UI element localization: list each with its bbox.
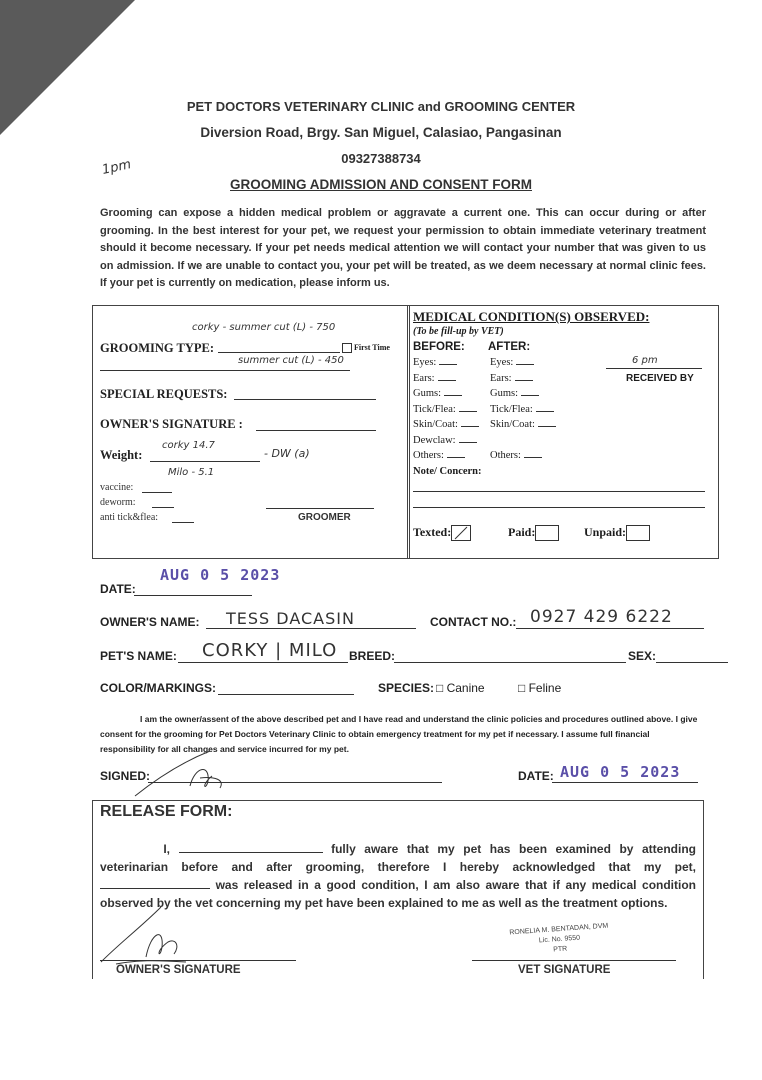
item-blank-line[interactable] — [516, 364, 534, 365]
vet-name: RONELIA M. BENTADAN, DVM — [509, 922, 609, 937]
paid-label: Paid: — [508, 525, 536, 539]
unpaid-checkbox[interactable] — [626, 525, 650, 541]
first-time-checkbox[interactable] — [342, 343, 390, 353]
item-blank-line[interactable] — [459, 411, 477, 412]
owner-signature-line[interactable] — [256, 430, 376, 431]
texted-label: Texted: — [413, 525, 452, 539]
date-stamp: AUG 0 5 2023 — [160, 566, 281, 584]
unpaid-label: Unpaid: — [584, 525, 627, 539]
release-owner-signature-line[interactable] — [100, 960, 296, 961]
first-time-label: First Time — [354, 343, 390, 352]
vet-signature-line[interactable] — [472, 960, 676, 961]
grooming-type-value-2[interactable]: summer cut (L) - 450 — [238, 355, 344, 366]
after-item[interactable] — [490, 404, 554, 415]
item-blank-line[interactable] — [524, 457, 542, 458]
pet-name-value[interactable]: CORKY | MILO — [202, 640, 338, 661]
item-blank-line[interactable] — [521, 395, 539, 396]
paid-checkbox[interactable] — [535, 525, 559, 541]
date-line[interactable] — [134, 595, 252, 596]
vaccine-line[interactable] — [142, 492, 172, 493]
paid-field[interactable] — [508, 525, 559, 541]
before-item[interactable] — [413, 357, 457, 368]
contact-line[interactable] — [516, 628, 704, 629]
before-item-label: Tick/Flea: — [413, 403, 456, 415]
after-item[interactable] — [490, 373, 533, 384]
item-blank-line[interactable] — [515, 380, 533, 381]
deworm-line[interactable] — [152, 507, 174, 508]
item-blank-line[interactable] — [536, 411, 554, 412]
before-item[interactable] — [413, 388, 462, 399]
before-item[interactable] — [413, 435, 477, 446]
release-title: RELEASE FORM: — [100, 803, 233, 820]
breed-label: BREED: — [349, 649, 396, 663]
grooming-type-line — [218, 352, 340, 353]
before-item[interactable] — [413, 373, 456, 384]
feline-option[interactable]: □ Feline — [518, 681, 562, 695]
item-blank-line[interactable] — [459, 442, 477, 443]
before-item-label: Eyes: — [413, 357, 437, 368]
before-item-label: Dewclaw: — [413, 434, 456, 446]
canine-option[interactable]: □ Canine — [436, 681, 485, 695]
after-item-label: Gums: — [490, 388, 519, 399]
before-item[interactable] — [413, 450, 465, 461]
signed-label: SIGNED: — [100, 769, 151, 783]
grooming-type-value[interactable]: corky - summer cut (L) - 750 — [192, 322, 336, 333]
after-item-label: Eyes: — [490, 357, 514, 368]
note-line-2[interactable] — [413, 507, 705, 508]
item-blank-line[interactable] — [447, 457, 465, 458]
weight-value-milo: Milo - 5.1 — [168, 467, 215, 478]
release-i: I, — [163, 842, 170, 856]
signed-date-label: DATE: — [518, 769, 554, 783]
medical-title: MEDICAL CONDITION(S) OBSERVED: — [413, 309, 650, 324]
signed-date-stamp: AUG 0 5 2023 — [560, 763, 681, 781]
vet-ptr: PTR — [552, 945, 568, 954]
pet-name-line[interactable] — [178, 662, 348, 663]
owner-name-label: OWNER'S NAME: — [100, 615, 200, 629]
received-by-label: RECEIVED BY — [626, 373, 694, 384]
color-line[interactable] — [218, 694, 354, 695]
after-item-label: Skin/Coat: — [490, 419, 535, 430]
after-item[interactable] — [490, 419, 556, 430]
before-item[interactable] — [413, 404, 477, 415]
intro-paragraph: Grooming can expose a hidden medical problem or aggravate a current one. This can occur during or after grooming. In the best interest for your pet, we request your permission to obtain immediate veterinary treatment should it become necessary. If your pet needs medical attention we will contact your number that was given to us on admission. If we are unable to contact you, your pet will be treated, as we deem necessary at normal clinic fees. If your pet is currently on medication, please inform us. — [100, 207, 706, 289]
item-blank-line[interactable] — [444, 395, 462, 396]
received-by-value: 6 pm — [632, 355, 658, 366]
color-label: COLOR/MARKINGS: — [100, 681, 216, 695]
groomer-line[interactable] — [266, 508, 374, 509]
pet-name-label: PET'S NAME: — [100, 649, 177, 663]
special-requests-label: SPECIAL REQUESTS: — [100, 387, 228, 401]
release-text-3: was released in a good condition, I am also aware that if any medical condition observed by the vet concerning my pet have been explained to me as well as the treatment options. — [100, 878, 697, 910]
item-blank-line[interactable] — [439, 364, 457, 365]
received-by-line[interactable] — [606, 368, 702, 369]
sex-label: SEX: — [628, 649, 657, 663]
weight-line[interactable] — [150, 461, 260, 462]
after-item[interactable] — [490, 357, 534, 368]
sex-line[interactable] — [656, 662, 728, 663]
release-owner-name-line[interactable] — [179, 840, 323, 853]
texted-field[interactable] — [413, 525, 471, 541]
groomer-label: GROOMER — [298, 512, 351, 523]
grooming-type-line-2 — [100, 370, 350, 371]
contact-value[interactable]: 0927 429 6222 — [530, 607, 673, 627]
vet-lic: Lic. No. 9550 — [538, 934, 581, 945]
after-item-label: Others: — [490, 450, 521, 461]
release-signature-scribble — [96, 902, 206, 972]
antitick-label: anti tick&flea: — [100, 512, 159, 523]
grooming-type-label: GROOMING TYPE: — [100, 341, 215, 355]
date-label: DATE: — [100, 582, 136, 596]
antitick-line[interactable] — [172, 522, 194, 523]
release-pet-name-line[interactable] — [100, 876, 210, 889]
form-title: GROOMING ADMISSION AND CONSENT FORM — [230, 177, 532, 192]
before-item-label: Gums: — [413, 388, 442, 399]
item-blank-line[interactable] — [538, 426, 556, 427]
weight-note: - DW (a) — [264, 447, 310, 460]
signed-date-line[interactable] — [552, 782, 698, 783]
clinic-address: Diversion Road, Brgy. San Miguel, Calasiao, Pangasinan — [200, 125, 562, 140]
before-item-label: Skin/Coat: — [413, 419, 458, 430]
release-owner-signature-label: OWNER'S SIGNATURE — [116, 964, 241, 976]
after-item[interactable] — [490, 450, 542, 461]
before-label: BEFORE: — [413, 341, 465, 353]
consent-paragraph: I am the owner/assent of the above described pet and I have read and understand the clinic policies and procedures outlined above. I give consent for the grooming for Pet Doctors Veterinary Clinic to obtain emergency treatment for my pet if necessary. I assume full financial responsibility for all changes and service incurred for my pet. — [100, 714, 698, 754]
weight-value-corky: corky 14.7 — [162, 440, 215, 451]
vet-signature-label: VET SIGNATURE — [518, 964, 611, 976]
after-item[interactable] — [490, 388, 539, 399]
weight-label: Weight: — [100, 448, 143, 462]
item-blank-line[interactable] — [461, 426, 479, 427]
after-item-label: Ears: — [490, 372, 512, 384]
contact-label: CONTACT NO.: — [430, 615, 517, 629]
before-item-label: Ears: — [413, 372, 435, 384]
owner-name-value[interactable]: TESS DACASIN — [226, 609, 355, 628]
medical-subtitle: (To be fill-up by VET) — [413, 326, 504, 337]
owner-signature-scribble — [130, 746, 240, 802]
deworm-label: deworm: — [100, 497, 136, 508]
note-line-1[interactable] — [413, 491, 705, 492]
clinic-phone: 09327388734 — [341, 151, 421, 166]
item-blank-line[interactable] — [438, 380, 456, 381]
before-item-label: Others: — [413, 450, 444, 461]
owner-signature-label: OWNER'S SIGNATURE : — [100, 417, 243, 431]
owner-name-line[interactable] — [206, 628, 416, 629]
unpaid-field[interactable] — [584, 525, 650, 541]
note-label: Note/ Concern: — [413, 466, 482, 477]
special-requests-line[interactable] — [234, 399, 376, 400]
after-item-label: Tick/Flea: — [490, 403, 533, 415]
vaccine-label: vaccine: — [100, 482, 134, 493]
after-label: AFTER: — [488, 341, 531, 353]
handwritten-time: 1pm — [100, 157, 133, 178]
release-text-2: fully aware that my pet has been examined by attending veterinarian before and after grooming, therefore I hereby acknowledged that my pet, — [100, 842, 696, 874]
clinic-name: PET DOCTORS VETERINARY CLINIC and GROOMING CENTER — [186, 99, 576, 114]
breed-line[interactable] — [394, 662, 626, 663]
scan-fold-corner — [0, 0, 135, 135]
species-label: SPECIES: — [378, 681, 435, 695]
before-item[interactable] — [413, 419, 479, 430]
texted-checkbox[interactable] — [451, 525, 471, 541]
